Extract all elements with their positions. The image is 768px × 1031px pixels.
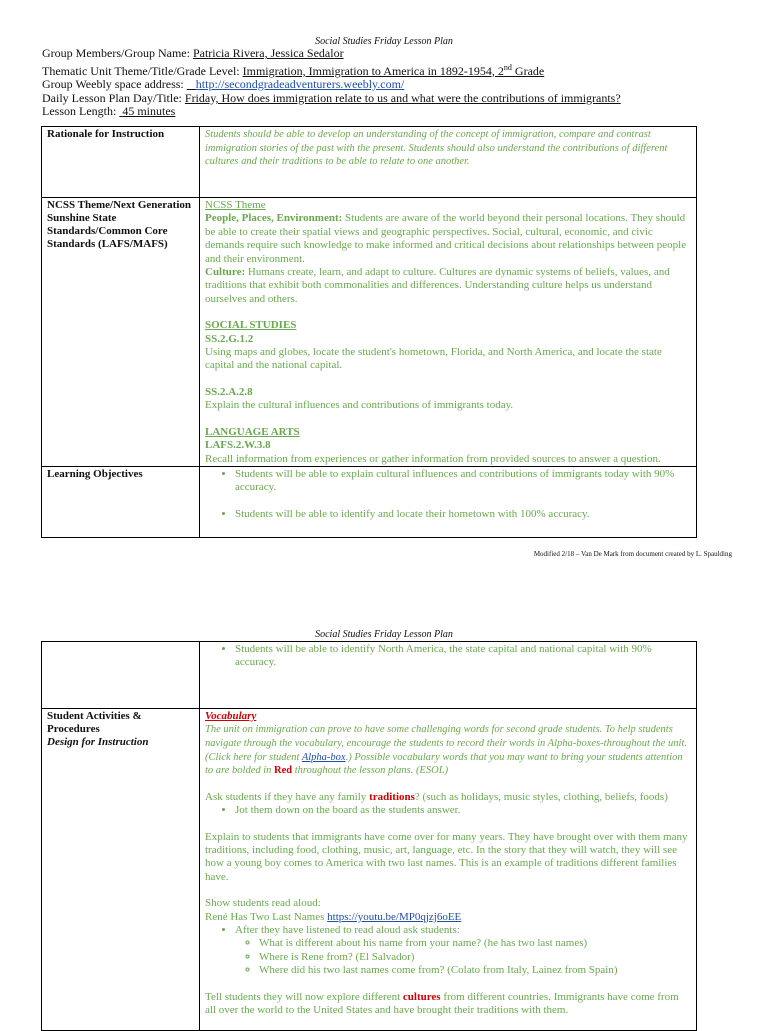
- daily-label: Daily Lesson Plan Day/Title:: [42, 90, 185, 105]
- alpha-box-link[interactable]: Alpha-box: [301, 751, 346, 763]
- lesson-table-page1: [41, 126, 697, 538]
- question-list: [205, 937, 692, 977]
- length-line: [42, 105, 621, 119]
- page2-doc-title: Social Studies Friday Lesson Plan: [315, 629, 453, 640]
- page1-doc-title: Social Studies Friday Lesson Plan: [315, 36, 453, 47]
- la-text: Recall information from experiences or gather information from provided sources to answer a question.: [205, 452, 661, 465]
- ppe-head: People, Places, Environment:: [205, 212, 343, 225]
- question-item: ◦ Where is Rene from? (El Salvador): [259, 951, 692, 964]
- rationale-row: [42, 127, 697, 198]
- objective-item: • Students will be able to identify and locate their hometown with 100% accuracy.: [235, 508, 692, 521]
- vocabulary-text: The unit on immigration can prove to have some challenging words for second grade students. To help students navigate through the vocabulary, encourage the students to record their words in Alpha-boxes-throughout the unit. (Click here for student Alpha-box.) Possible vocabulary words that you may want to bring your students attention to are bolded in Red throughout the lesson plans. (ESOL): [205, 724, 687, 777]
- ss-code-1: SS.2.G.1.2: [205, 332, 254, 345]
- thematic-line: [42, 61, 621, 79]
- jot-item: • Jot them down on the board as the students answer.: [235, 804, 692, 817]
- ppe-text: Students are aware of the world beyond their personal locations. They should be able to create their spatial views and geographic perspectives. Social, cultural, economic, and civic demands require such knowledge to make informed and critical decisions about relationships between people and their environment.: [205, 212, 687, 265]
- objectives-continued-row: [42, 642, 697, 709]
- objectives-row: [42, 466, 697, 537]
- ncss-theme-heading: NCSS Theme: [205, 199, 266, 211]
- ss-text-2: Explain the cultural influences and contributions of immigrants today.: [205, 399, 514, 412]
- explain-paragraph: Explain to students that immigrants have come over for many years. They have brought over with them many traditions, including food, clothing, music, art, language, etc. In the story that they will watch, they will see how a young boy comes to America with two last names. This is an example of traditions different families have.: [205, 830, 688, 883]
- thematic-value: Immigration, Immigration to America in 1892-1954, 2: [242, 63, 504, 78]
- la-heading: LANGUAGE ARTS: [205, 425, 300, 438]
- weebly-line: [42, 78, 621, 92]
- culture-text: Humans create, learn, and adapt to culture. Cultures are dynamic systems of beliefs, values, and traditions that exhibit both commonalities and differences. Understanding culture helps us understand ourselves and others.: [205, 266, 670, 305]
- ask-traditions: Ask students if they have any family traditions? (such as holidays, music styles, clothing, beliefs, foods): [205, 790, 668, 803]
- thematic-label: Thematic Unit Theme/Title/Grade Level:: [42, 63, 243, 78]
- daily-value: Friday, How does immigration relate to us and what were the contributions of immigrants?: [184, 90, 621, 105]
- thematic-tail: Grade: [511, 63, 545, 78]
- la-code: LAFS.2.W.3.8: [205, 439, 271, 452]
- group-members-value: Patricia Rivera, Jessica Sedalor: [192, 46, 344, 60]
- question-item: ◦ Where did his two last names come from? (Colato from Italy, Lainez from Spain): [259, 964, 692, 977]
- ppe-paragraph: [205, 212, 692, 266]
- page1-footer: Modified 2/18 – Van De Mark from document created by L. Spaulding: [533, 550, 732, 558]
- activities-content: [200, 709, 697, 1031]
- objective-item: • Students will be able to identify North America, the state capital and national capital with 90% accuracy.: [235, 643, 692, 670]
- objectives-content: [200, 466, 697, 537]
- length-label: Lesson Length:: [42, 104, 120, 119]
- tell-cultures: Tell students they will now explore different cultures from different countries. Immigrants have come from all over the world to the United States and have brought their traditions with them.: [205, 990, 679, 1017]
- objective-item: • Students will be able to explain cultural influences and contributions of immigrants today with 90% accuracy.: [235, 468, 692, 495]
- activities-row: [42, 709, 697, 1031]
- youtube-link[interactable]: https://youtu.be/MP0qjzj6oEE: [327, 910, 462, 923]
- weebly-label: Group Weebly space address:: [42, 77, 187, 92]
- objectives-label: Learning Objectives: [42, 466, 200, 537]
- ncss-content: [200, 198, 697, 467]
- cultures-word: cultures: [402, 990, 441, 1003]
- ncss-row: [42, 198, 697, 467]
- ss-heading: SOCIAL STUDIES: [205, 319, 297, 332]
- show-read-aloud: Show students read aloud:: [205, 897, 321, 910]
- lesson-meta: [42, 47, 621, 119]
- thematic-sup: nd: [503, 62, 512, 72]
- rationale-label: Rationale for Instruction: [42, 127, 200, 198]
- ncss-label: NCSS Theme/Next Generation Sunshine State Standards/Common Core Standards (LAFS/MAFS): [42, 198, 200, 467]
- question-item: ◦ What is different about his name from your name? (he has two last names): [259, 937, 692, 950]
- length-value: 45 minutes: [122, 104, 176, 119]
- rationale-text: Students should be able to develop an understanding of the concept of immigration, compare and contrast immigration stories of the past with the present. Students should also understand the contributions of different cultures and their traditions to be able to relate to one another.: [200, 127, 697, 198]
- ss-code-2: SS.2.A.2.8: [205, 385, 253, 398]
- objectives-list: [205, 468, 692, 521]
- after-item: • After they have listened to read aloud ask students:: [235, 924, 692, 937]
- ss-text-1: Using maps and globes, locate the student's hometown, Florida, and North America, and locate the state capital and the national capital.: [205, 346, 662, 372]
- activities-label-sub: Design for Instruction: [47, 736, 149, 748]
- culture-head: Culture:: [205, 266, 246, 279]
- daily-line: [42, 92, 621, 106]
- objectives-continued: [200, 642, 697, 709]
- rene-line: René Has Two Last Names https://youtu.be/MP0qjzj6oEE: [205, 910, 462, 923]
- weebly-link[interactable]: http://secondgradeadventurers.weebly.com/: [195, 77, 405, 92]
- lesson-table-page2: [41, 641, 697, 1031]
- vocab-red-word: Red: [274, 765, 293, 777]
- activities-label: [42, 709, 200, 1031]
- traditions-word: traditions: [369, 790, 415, 803]
- vocabulary-heading: Vocabulary: [205, 710, 257, 722]
- group-members-line: [42, 47, 621, 61]
- group-members-label: Group Members/Group Name:: [42, 46, 193, 60]
- culture-paragraph: [205, 266, 692, 306]
- activities-label-main: Student Activities & Procedures: [47, 710, 142, 735]
